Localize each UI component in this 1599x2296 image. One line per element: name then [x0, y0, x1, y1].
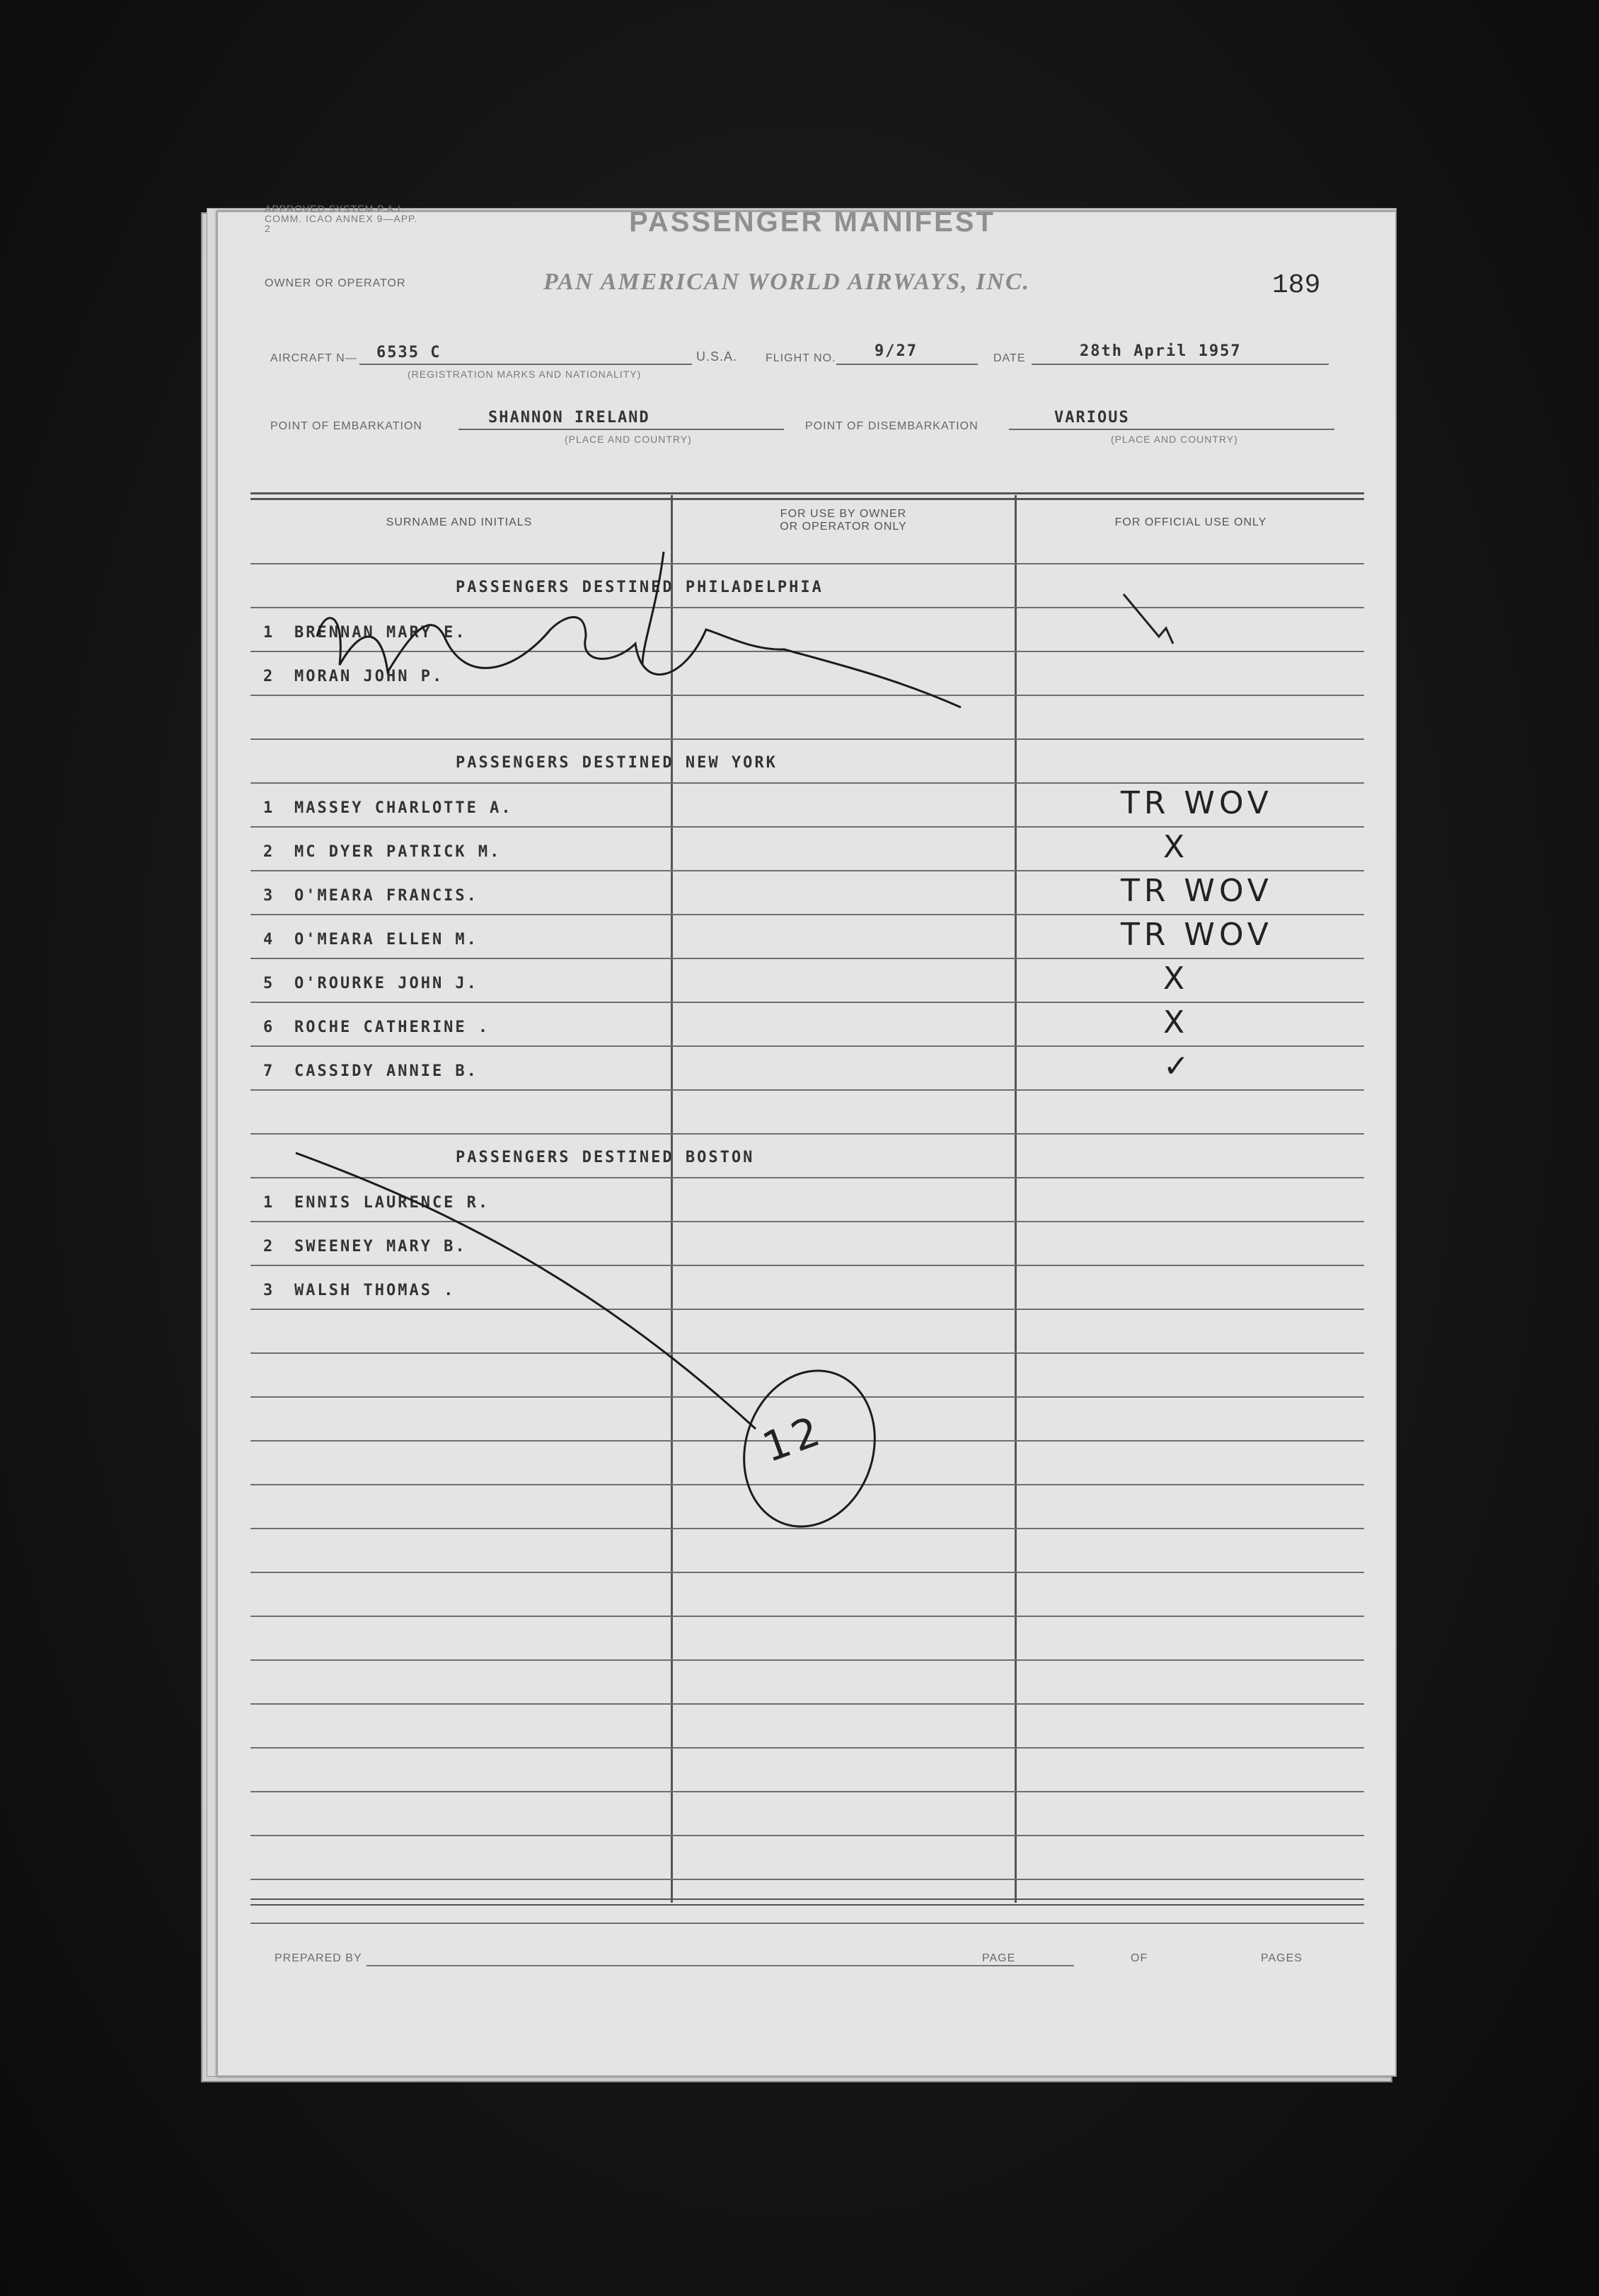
passenger-number: 1 — [263, 624, 273, 642]
tally-line — [296, 1153, 756, 1429]
date-value: 28th April 1957 — [1080, 342, 1242, 360]
cancel-scribble — [317, 618, 961, 708]
passenger-number: 4 — [263, 931, 273, 949]
passenger-number: 3 — [263, 887, 273, 905]
passenger-number: 1 — [263, 1194, 273, 1212]
cancel-scribble-stroke — [642, 552, 664, 665]
date-label: DATE — [993, 352, 1026, 364]
registration-note: (REGISTRATION MARKS AND NATIONALITY) — [408, 369, 642, 380]
passenger-name: CASSIDY ANNIE B. — [294, 1062, 478, 1080]
col-official-header: FOR OFFICIAL USE ONLY — [1114, 516, 1267, 528]
passenger-number: 2 — [263, 843, 273, 861]
passenger-number: 2 — [263, 1238, 273, 1256]
official-tick — [1124, 594, 1173, 644]
passenger-number: 3 — [263, 1282, 273, 1299]
embarkation-label: POINT OF EMBARKATION — [270, 420, 422, 432]
passenger-number: 5 — [263, 975, 273, 992]
section-heading: PASSENGERS DESTINED BOSTON — [456, 1149, 755, 1166]
aircraft-value: 6535 C — [376, 344, 441, 361]
passenger-number: 6 — [263, 1019, 273, 1036]
of-label: OF — [1131, 1952, 1148, 1964]
embarkation-note: (PLACE AND COUNTRY) — [565, 434, 692, 445]
country-label: U.S.A. — [696, 349, 738, 364]
col-surname-header: SURNAME AND INITIALS — [386, 516, 533, 528]
passenger-name: BRENNAN MARY E. — [294, 624, 467, 642]
section-heading: PASSENGERS DESTINED NEW YORK — [456, 754, 778, 772]
passenger-name: O'MEARA FRANCIS. — [294, 887, 478, 905]
passenger-name: MC DYER PATRICK M. — [294, 843, 502, 861]
passenger-number: 7 — [263, 1062, 273, 1080]
passenger-name: ENNIS LAURENCE R. — [294, 1194, 490, 1212]
passenger-name: WALSH THOMAS . — [294, 1282, 456, 1299]
circled-count: 12 — [756, 1405, 830, 1472]
official-mark: X — [1163, 829, 1189, 865]
embarkation-value: SHANNON IRELAND — [488, 409, 650, 427]
disembarkation-note: (PLACE AND COUNTRY) — [1111, 434, 1238, 445]
owner-label: OWNER OR OPERATOR — [265, 277, 406, 289]
passenger-name: ROCHE CATHERINE . — [294, 1019, 490, 1036]
handwriting-overlay — [218, 212, 1395, 2075]
page-number: 189 — [1272, 270, 1321, 301]
aircraft-label: AIRCRAFT N— — [270, 352, 357, 364]
passenger-name: MASSEY CHARLOTTE A. — [294, 799, 513, 817]
page-label: PAGE — [982, 1952, 1016, 1964]
passenger-number: 2 — [263, 668, 273, 685]
col-owner-header-line2: OR OPERATOR ONLY — [780, 521, 907, 533]
passenger-name: O'MEARA ELLEN M. — [294, 931, 478, 949]
disembarkation-value: VARIOUS — [1054, 409, 1130, 427]
official-mark: TR WOV — [1121, 917, 1273, 953]
section-heading: PASSENGERS DESTINED PHILADELPHIA — [456, 579, 824, 596]
passenger-name: O'ROURKE JOHN J. — [294, 975, 478, 992]
pages-label: PAGES — [1261, 1952, 1303, 1964]
flight-value: 9/27 — [874, 342, 918, 360]
passenger-number: 1 — [263, 799, 273, 817]
disembarkation-label: POINT OF DISEMBARKATION — [805, 420, 979, 432]
passenger-name: MORAN JOHN P. — [294, 668, 444, 685]
approval-stamp: APPROVED SYSTEM P.A.I. COMM. ICAO ANNEX 9—APP. 2 — [265, 203, 418, 234]
official-mark: TR WOV — [1121, 873, 1273, 909]
flight-label: FLIGHT NO. — [766, 352, 836, 364]
official-mark: TR WOV — [1121, 785, 1273, 821]
passenger-name: SWEENEY MARY B. — [294, 1238, 467, 1256]
official-mark: X — [1163, 961, 1189, 997]
form-title: PASSENGER MANIFEST — [629, 207, 995, 238]
official-mark: X — [1163, 1004, 1189, 1040]
col-owner-header-line1: FOR USE BY OWNER — [780, 508, 907, 520]
official-mark: ✓ — [1163, 1048, 1194, 1084]
prepared-by-label: PREPARED BY — [275, 1952, 362, 1964]
operator-name: PAN AMERICAN WORLD AIRWAYS, INC. — [543, 269, 1031, 295]
manifest-sheet — [217, 203, 1397, 2077]
